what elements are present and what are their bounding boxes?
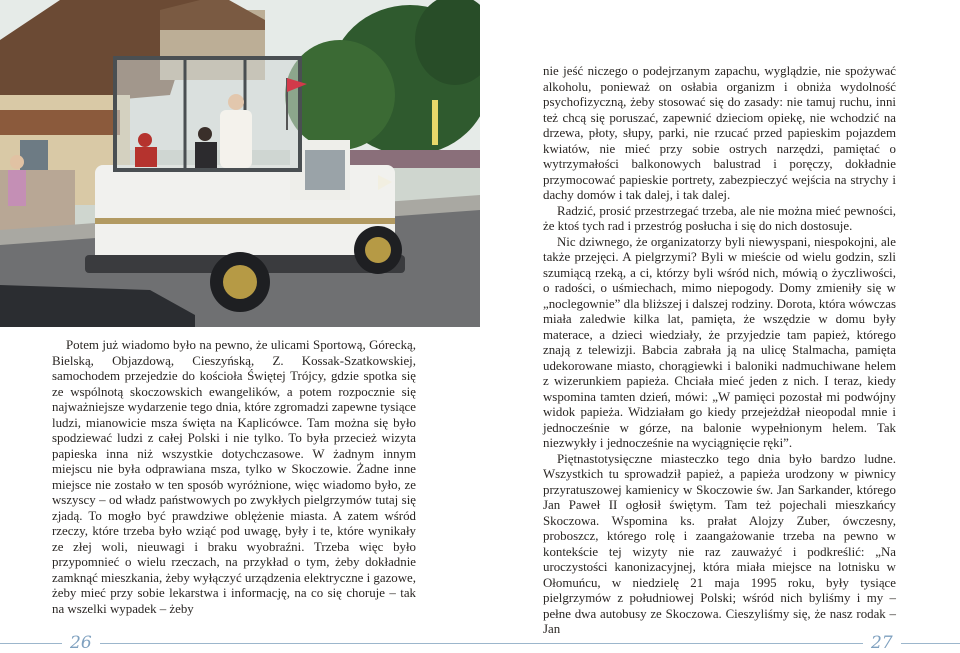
right-page-body-text — [543, 64, 896, 638]
paragraph: Piętnastotysięczne miasteczko tego dnia było bardzo ludne. Wszystkich tu sprowadził papież, a papieża urodzony w piwnicy przyratuszowej kamienicy w Skoczowie św. Jan Sarkander, którego Jan Paweł II ogłosił świętym. Tam też pojechali mieszkańcy Skoczowa. Wspomina ks. prałat Alojzy Zuber, ówczesny, proboszcz, którego rolę i zaangażowanie trzeba na pewno w kontekście tej wizyty nie raz zauważyć i podkreślić: „Na uroczystości kanonizacyjnej, która miała miejsce na lotnisku w Ołomuńcu, w niedzielę 21 maja 1995 roku, były tysiące pielgrzymów z południowej Polski; wśród nich byliśmy i my – pełne dwa autobusy ze Skoczowa. Cieszyliśmy się, że nasz rodak – Jan — [543, 451, 896, 636]
right-page — [480, 0, 960, 651]
papal-vehicle-photo — [0, 0, 480, 327]
paragraph: Nic dziwnego, że organizatorzy byli niewyspani, niespokojni, ale także przejęci. A pielgrzymi? Byli w mieście od wielu godzin, szli szumiącą rzeką, a ci, którzy byli wśród nich, mówią o życzliwości, o radości, o uśmiechach, mimo niepogody. Domy zmieniły się w „noclegownie” dla bliższej i dalszej rodziny. Dorota, która wówczas miała zaledwie kilka lat, pamięta, że wszędzie w domu były materace, a dzieci wiedziały, że przyjedzie tam papież, którego znają z telewizji. Babcia zabrała ją na ulicę Stalmacha, pamięta udekorowane miasto, chorągiewki i baloniki nadmuchiwane helem z wizerunkiem papieża. Chciała mieć jeden z nich. I teraz, kiedy wspomina tamten dzień, mówi: „W pamięci pozostał mi podwójny widok papieża. Widziałam go kiedy przejeżdżał nieopodal mnie i jednocześnie w górze, na balonie wypełnionym helem. Tak niezwykły i jednocześnie na wyciągnięcie ręki”. — [543, 234, 896, 450]
paragraph: nie jeść niczego o podejrzanym zapachu, wyglądzie, nie spożywać alkoholu, ponieważ on osłabia organizm i obniża wydolność psychofizyczną, żeby stosować się do zasady: nie tamuj ruchu, inni też chcą się poruszać, zapewnić dzieciom opiekę, nie wchodzić na drzewa, płoty, słupy, parki, nie rzucać przed papieskim pojazdem kwiatów, nie mieć przy sobie ostrych narzędzi, pamiętać o wytrzymałości balkonowych balustrad i poręczy, dokładnie przymocować papieskie portrety, zabezpieczyć wejścia na strychy i dachy domów i tak dalej, i tak dalej. — [543, 64, 896, 202]
left-page-body-text — [52, 338, 416, 617]
paragraph: Radzić, prosić przestrzegać trzeba, ale nie można mieć pewności, że ktoś tych rad i przestróg posłucha i się do nich dostosuje. — [543, 203, 896, 233]
page-number: 26 — [62, 633, 100, 653]
page-number: 27 — [863, 633, 901, 653]
left-page — [0, 0, 480, 651]
paragraph: Potem już wiadomo było na pewno, że ulicami Sportową, Górecką, Bielską, Objazdową, Cieszyńską, Z. Kossak-Szatkowskiej, samochodem przejedzie do kościoła Świętej Trójcy, gdzie spotka się ze wspólnotą skoczowskich ewangelików, a potem rozpocznie się najważniejsze wydarzenie tego dnia, które zgromadzi zapewne tysiące ludzi, mianowicie msza święta na Kaplicówce. Tam można się było spodziewać ludzi z całej Polski i nie tylko. To była przecież wizyta papieska inna niż wszystkie dotychczasowe. W żadnym innym miejscu nie była odprawiana msza, tylko w Skoczowie. Żadne inne miejsce nie zostało w ten sposób wyróżnione, więc wiadomo było, ze wszyscy – od władz państwowych po zwykłych pielgrzymów tutaj się zjadą. To mogło być prawdziwe oblężenie miasta. A zatem wśród rzeczy, które trzeba było wziąć pod uwagę, były i te, które wynikały ze złej woli, nieuwagi i braku wyobraźni. Trzeba więc było przypomnieć o wielu rzeczach, na przykład o tym, żeby dokładnie zamknąć mieszkania, żeby wyłączyć urządzenia elektryczne i gazowe, żeby mieć przy sobie lekarstwa i informację, na co się choruje – tak na wszelki wypadek – żeby — [52, 338, 416, 616]
